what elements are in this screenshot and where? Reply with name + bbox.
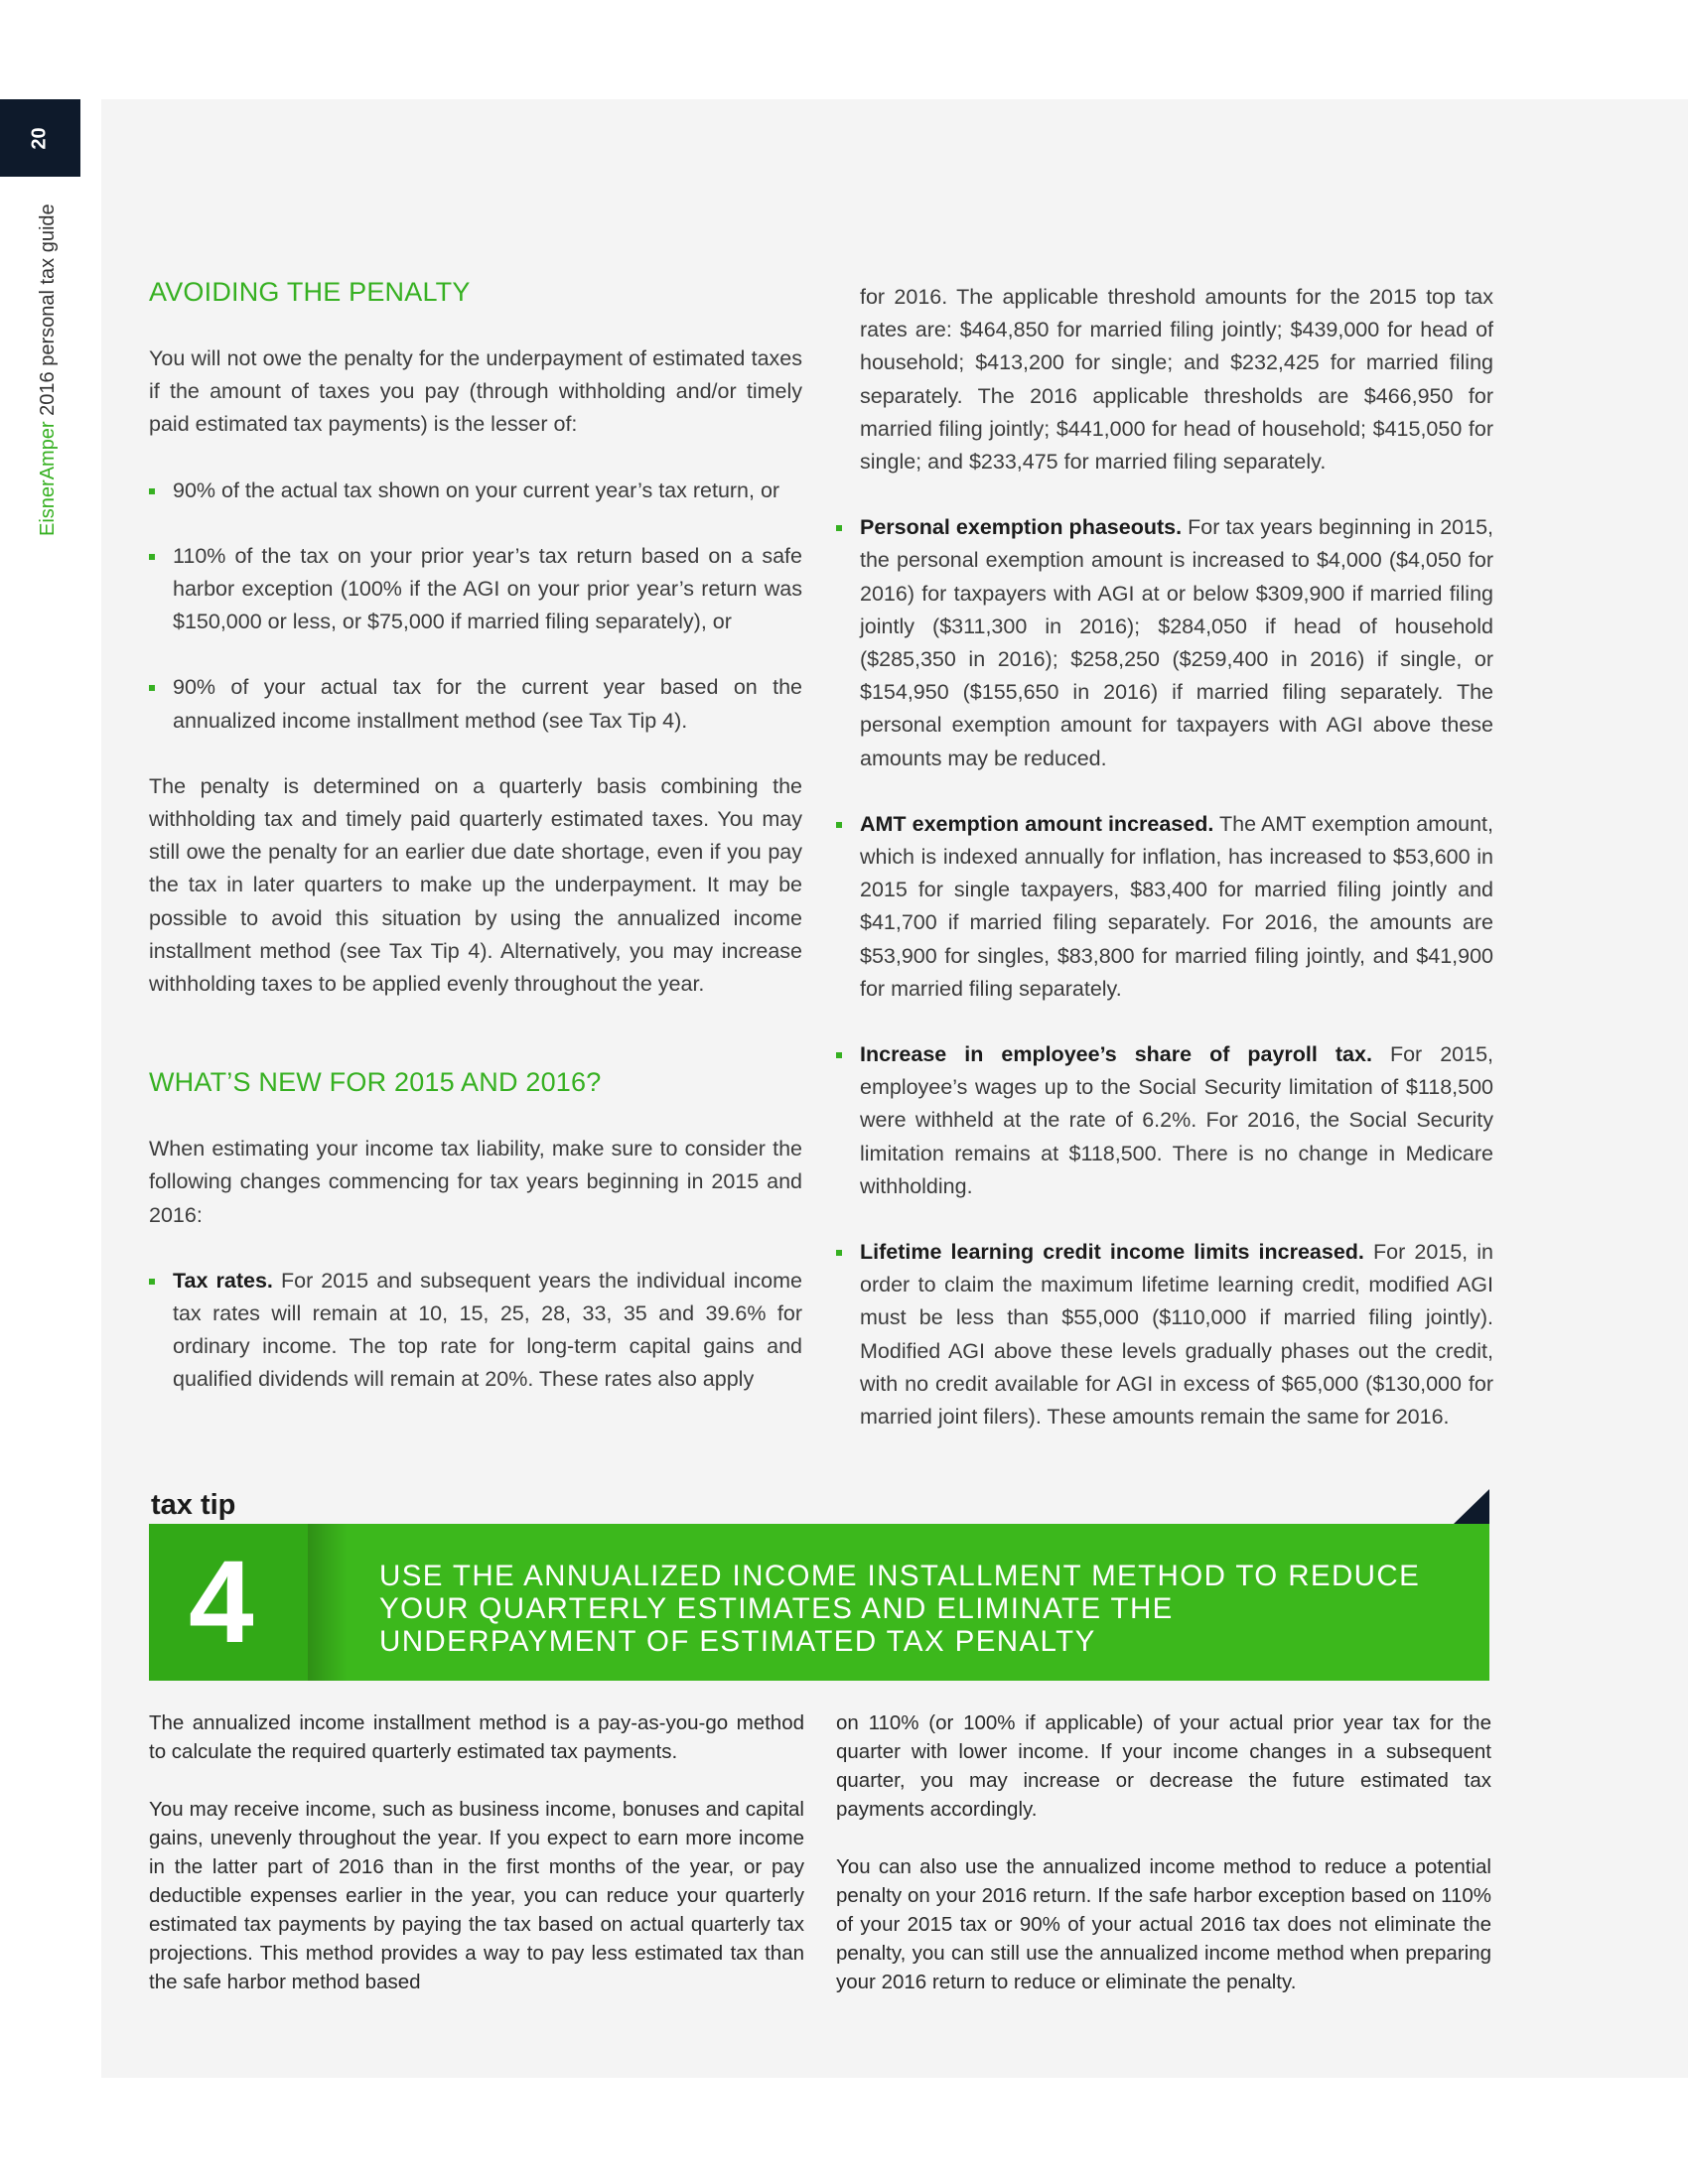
- tax-rates-continuation: for 2016. The applicable threshold amounts for the 2015 top tax rates are: $464,850 for married filing jointly; $439,000 for head of household; $413,200 for single; and $232,425 for married filing separately. The 2016 applicable thresholds are $466,950 for married filing jointly; $441,000 for head of household; $415,050 for single; and $233,475 for married filing separately.: [860, 285, 1493, 475]
- bullet-lead: Personal exemption phaseouts.: [860, 515, 1183, 540]
- page-number-tab: [0, 99, 80, 177]
- whats-new-right-bullet-list: [860, 511, 1493, 1433]
- list-item: [860, 1038, 1493, 1203]
- bullet-text: For tax years beginning in 2015, the personal exemption amount is increased to $4,000 ($4,050 for 2016) for taxpayers with AGI at or below $309,900 if married filing jointly ($311,300 in 2016); $284,050 if head of household ($285,350 in 2016); $258,250 ($259,400 in 2016) if single, or $154,950 ($155,650 in 2016) if married filing separately. The personal exemption amount for taxpayers with AGI above these amounts may be reduced.: [860, 515, 1494, 770]
- list-item: [860, 511, 1493, 775]
- list-item: 110% of the tax on your prior year’s tax return based on a safe harbor exception (100% if the AGI on your prior year’s return was $150,000 or less, or $75,000 if married filing separately), or: [149, 540, 802, 639]
- bullet-text: For 2015 and subsequent years the individual income tax rates will remain at 10, 15, 25, 28, 33, 35 and 39.6% for ordinary income. The top rate for long-term capital gains and qualified dividends will remain at 20%. These rates also apply: [173, 1268, 802, 1392]
- left-column: [149, 276, 802, 1397]
- guide-title: 2016 personal tax guide: [37, 204, 59, 422]
- tax-tip-paragraph: The annualized income installment method is a pay-as-you-go method to calculate the required quarterly estimated tax payments.: [149, 1711, 804, 1763]
- list-item: 90% of your actual tax for the current year based on the annualized income installment method (see Tax Tip 4).: [149, 671, 802, 737]
- bullet-lead: Lifetime learning credit income limits increased.: [860, 1240, 1364, 1265]
- bullet-text: For 2015, employee’s wages up to the Social Security limitation of $118,500 were withheld at the rate of 6.2%. For 2016, the Social Security limitation remains at $118,500. There is no change in Medicare withholding.: [860, 1042, 1494, 1198]
- avoiding-penalty-intro: You will not owe the penalty for the underpayment of estimated taxes if the amount of taxes you pay (through withholding and/or timely paid estimated tax payments) is the lesser of:: [149, 346, 802, 437]
- tax-tip-paragraph: You can also use the annualized income method to reduce a potential penalty on your 2016 return. If the safe harbor exception based on 110% of your 2015 tax or 90% of your actual 2016 tax does not eliminate the penalty, you can still use the annualized income method when preparing your 2016 return to reduce or eliminate the penalty.: [836, 1855, 1491, 1993]
- list-item: [149, 1265, 802, 1397]
- tax-tip-banner: [149, 1524, 1489, 1681]
- tax-tip-heading: USE THE ANNUALIZED INCOME INSTALLMENT METHOD TO REDUCE YOUR QUARTERLY ESTIMATES AND ELIMINATE THE UNDERPAYMENT OF ESTIMATED TAX PENALTY: [379, 1560, 1421, 1658]
- list-item: 90% of the actual tax shown on your current year’s tax return, or: [149, 475, 802, 507]
- tax-tip-left-column: [149, 1708, 804, 1996]
- whats-new-intro: When estimating your income tax liability, make sure to consider the following changes commencing for tax years beginning in 2015 and 2016:: [149, 1137, 802, 1227]
- tax-tip-number: 4: [189, 1537, 254, 1668]
- tax-tip-right-column: [836, 1708, 1491, 1996]
- right-column: [860, 281, 1493, 1433]
- bullet-lead: AMT exemption amount increased.: [860, 811, 1214, 836]
- running-header: [37, 204, 60, 536]
- bullet-text: The AMT exemption amount, which is indexed annually for inflation, has increased to $53,600 in 2015 for single taxpayers, $83,400 for married filing jointly and $41,700 if married filing separately. For 2016, the amounts are $53,900 for singles, $83,800 for married filing jointly, and $41,900 for married filing separately.: [860, 811, 1493, 1001]
- list-item: [860, 1236, 1493, 1433]
- bullet-lead: Tax rates.: [173, 1268, 273, 1293]
- tax-tip-paragraph: on 110% (or 100% if applicable) of your actual prior year tax for the quarter with lower income. If your income changes in a subsequent quarter, you may increase or decrease the future estimated tax payments accordingly.: [836, 1711, 1491, 1821]
- whats-new-heading: WHAT’S NEW FOR 2015 AND 2016?: [149, 1067, 602, 1098]
- avoiding-penalty-body: The penalty is determined on a quarterly basis combining the withholding tax and timely paid quarterly estimated taxes. You may still owe the penalty for an earlier due date shortage, even if you pay the tax in later quarters to make up the underpayment. It may be possible to avoid this situation by using the annualized income installment method (see Tax Tip 4). Alternatively, you may increase withholding taxes to be applied evenly throughout the year.: [149, 773, 802, 997]
- whats-new-bullet-list: [149, 1265, 802, 1397]
- tax-tip-label: tax tip: [151, 1489, 236, 1521]
- avoiding-penalty-heading: AVOIDING THE PENALTY: [149, 277, 471, 307]
- list-item: [860, 808, 1493, 1006]
- tax-tip-paragraph: You may receive income, such as business income, bonuses and capital gains, unevenly throughout the year. If you expect to earn more income in the latter part of 2016 than in the first months of the year, or pay deductible expenses earlier in the year, you can reduce your quarterly estimated tax payments by paying the tax based on actual quarterly tax projections. This method provides a way to pay less estimated tax than the safe harbor method based: [149, 1798, 804, 1993]
- penalty-bullet-list: [149, 475, 802, 738]
- bullet-lead: Increase in employee’s share of payroll tax.: [860, 1042, 1372, 1067]
- brand-name: EisnerAmper: [37, 421, 59, 536]
- banner-shadow: [308, 1524, 348, 1681]
- banner-corner-fold: [1454, 1489, 1489, 1524]
- page-number: 20: [29, 126, 51, 150]
- bullet-text: For 2015, in order to claim the maximum lifetime learning credit, modified AGI must be less than $55,000 ($110,000 if married filing jointly). Modified AGI above these levels gradually phases out the credit, with no credit available for AGI in excess of $65,000 ($130,000 for married joint filers). These amounts remain the same for 2016.: [860, 1240, 1493, 1430]
